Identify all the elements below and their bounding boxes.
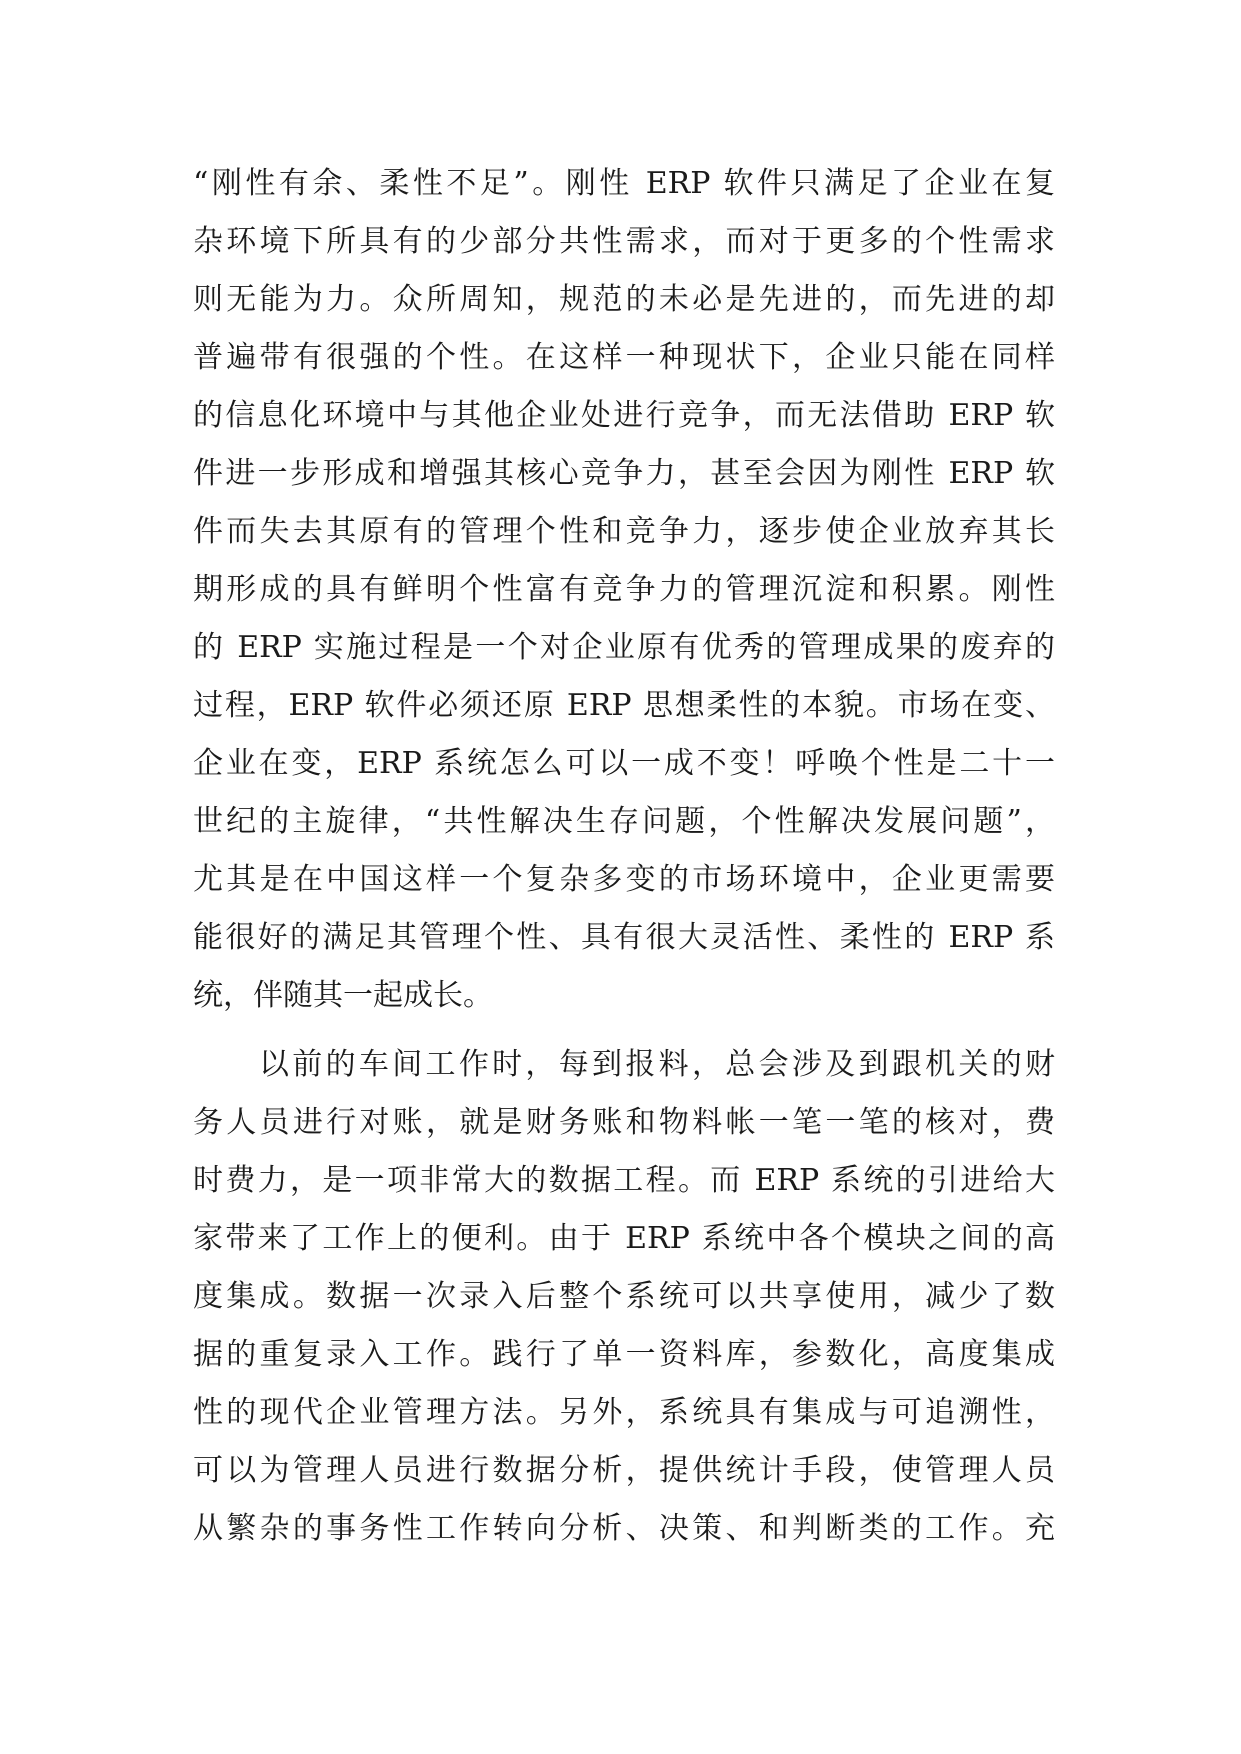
paragraph-line: 性的现代企业管理方法。另外，系统具有集成与可追溯性， <box>193 1395 1055 1430</box>
paragraph-line: 时费力，是一项非常大的数据工程。而 ERP 系统的引进给大 <box>193 1163 1055 1198</box>
paragraph-line: 的 ERP 实施过程是一个对企业原有优秀的管理成果的废弃的 <box>193 630 1055 665</box>
paragraph-line: 普遍带有很强的个性。在这样一种现状下，企业只能在同样 <box>193 340 1055 375</box>
paragraph-line: 过程，ERP 软件必须还原 ERP 思想柔性的本貌。市场在变、 <box>193 688 1055 723</box>
paragraph-line: 件而失去其原有的管理个性和竞争力，逐步使企业放弃其长 <box>193 514 1055 549</box>
paragraph <box>193 1036 1055 1558</box>
paragraph-line: 度集成。数据一次录入后整个系统可以共享使用，减少了数 <box>193 1279 1055 1314</box>
paragraph-line: 从繁杂的事务性工作转向分析、决策、和判断类的工作。充 <box>193 1511 1055 1546</box>
paragraph-line: 世纪的主旋律，“共性解决生存问题，个性解决发展问题”， <box>193 804 1055 839</box>
paragraph-line: 统，伴随其一起成长。 <box>193 978 493 1013</box>
paragraph-line: 以前的车间工作时，每到报料，总会涉及到跟机关的财 <box>259 1047 1055 1082</box>
paragraph-line: 家带来了工作上的便利。由于 ERP 系统中各个模块之间的高 <box>193 1221 1055 1256</box>
paragraph-line: “刚性有余、柔性不足”。刚性 ERP 软件只满足了企业在复 <box>193 166 1055 201</box>
paragraph-line: 的信息化环境中与其他企业处进行竞争，而无法借助 ERP 软 <box>193 398 1055 433</box>
paragraph-line: 企业在变，ERP 系统怎么可以一成不变！呼唤个性是二十一 <box>193 746 1055 781</box>
paragraph-line: 可以为管理人员进行数据分析，提供统计手段，使管理人员 <box>193 1453 1055 1488</box>
paragraph-line: 件进一步形成和增强其核心竞争力，甚至会因为刚性 ERP 软 <box>193 456 1055 491</box>
paragraph-line: 尤其是在中国这样一个复杂多变的市场环境中，企业更需要 <box>193 862 1055 897</box>
paragraph-continued <box>193 155 1055 1025</box>
paragraph-line: 务人员进行对账，就是财务账和物料帐一笔一笔的核对，费 <box>193 1105 1055 1140</box>
paragraph-line: 杂环境下所具有的少部分共性需求，而对于更多的个性需求 <box>193 224 1055 259</box>
paragraph-line: 据的重复录入工作。践行了单一资料库，参数化，高度集成 <box>193 1337 1055 1372</box>
paragraph-line: 则无能为力。众所周知，规范的未必是先进的，而先进的却 <box>193 282 1055 317</box>
paragraph-line: 能很好的满足其管理个性、具有很大灵活性、柔性的 ERP 系 <box>193 920 1055 955</box>
paragraph-line: 期形成的具有鲜明个性富有竞争力的管理沉淀和积累。刚性 <box>193 572 1055 607</box>
